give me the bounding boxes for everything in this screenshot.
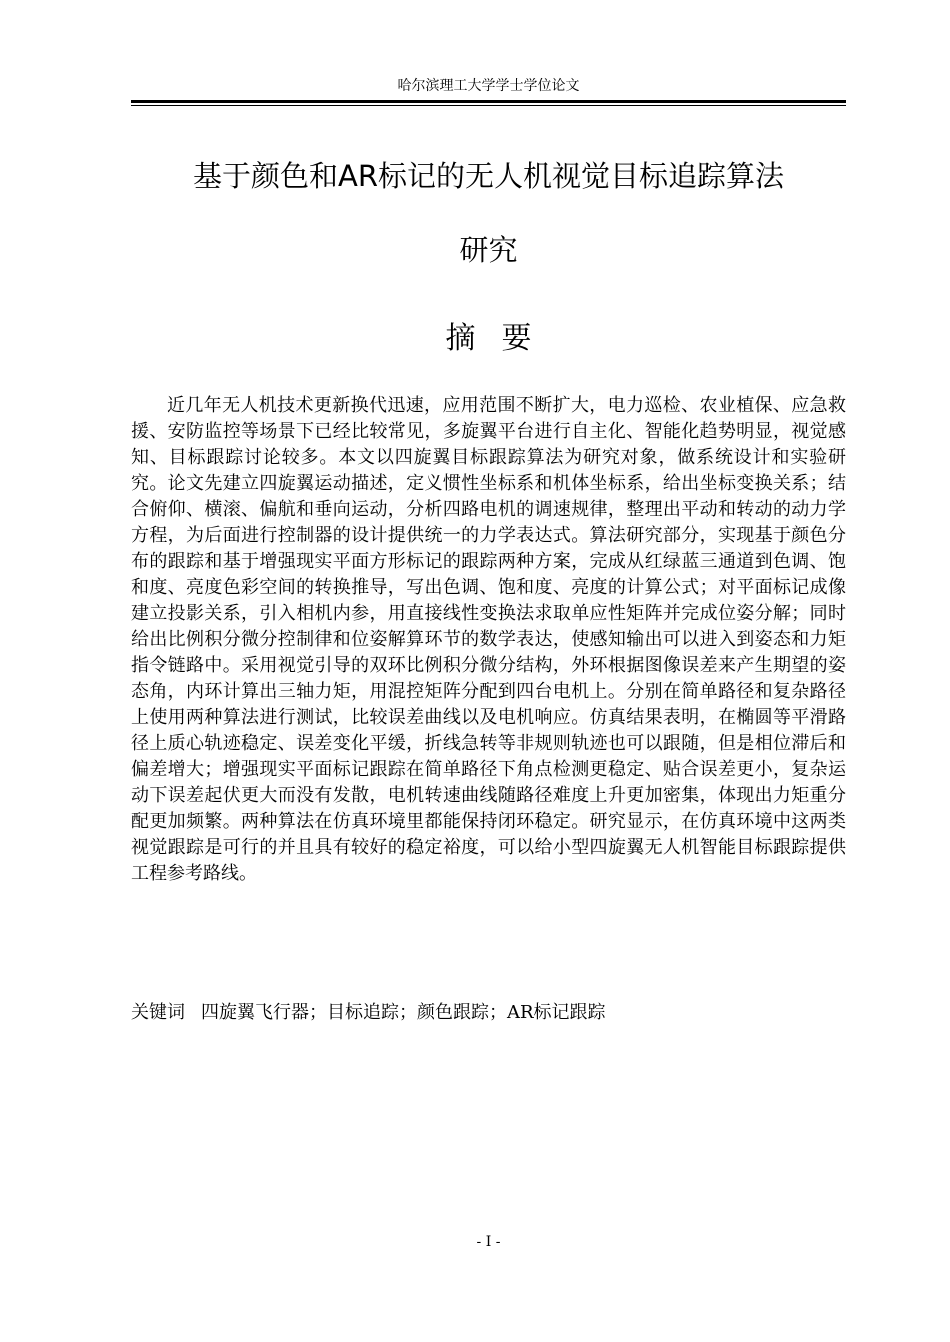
keywords-value: 四旋翼飞行器；目标追踪；颜色跟踪；AR标记跟踪 [201, 1002, 606, 1023]
page-number: - I - [476, 1234, 501, 1250]
thesis-title-line-2: 研究 [459, 233, 518, 267]
abstract-heading: 摘要 [445, 321, 558, 356]
running-header: 哈尔滨理工大学学士学位论文 [397, 78, 580, 94]
header-rule-thick [131, 100, 846, 103]
keywords-line [131, 1000, 846, 1026]
thesis-title-line-1: 基于颜色和AR标记的无人机视觉目标追踪算法 [193, 159, 784, 193]
abstract-body: 近几年无人机技术更新换代迅速，应用范围不断扩大，电力巡检、农业植保、应急救援、安防监控等场景下已经比较常见，多旋翼平台进行自主化、智能化趋势明显，视觉感知、目标跟踪讨论较多。本文以四旋翼目标跟踪算法为研究对象，做系统设计和实验研究。论文先建立四旋翼运动描述，定义惯性坐标系和机体坐标系，给出坐标变换关系；结合俯仰、横滚、偏航和垂向运动，分析四路电机的调速规律，整理出平动和转动的动力学方程，为后面进行控制器的设计提供统一的力学表达式。算法研究部分，实现基于颜色分布的跟踪和基于增强现实平面方形标记的跟踪两种方案，完成从红绿蓝三通道到色调、饱和度、亮度色彩空间的转换推导，写出色调、饱和度、亮度的计算公式；对平面标记成像建立投影关系，引入相机内参，用直接线性变换法求取单应性矩阵并完成位姿分解；同时给出比例积分微分控制律和位姿解算环节的数学表达，使感知输出可以进入到姿态和力矩指令链路中。采用视觉引导的双环比例积分微分结构，外环根据图像误差来产生期望的姿态角，内环计算出三轴力矩，用混控矩阵分配到四台电机上。分别在简单路径和复杂路径上使用两种算法进行测试，比较误差曲线以及电机响应。仿真结果表明，在椭圆等平滑路径上质心轨迹稳定、误差变化平缓，折线急转等非规则轨迹也可以跟随，但是相位滞后和偏差增大；增强现实平面标记跟踪在简单路径下角点检测更稳定、贴合误差更小，复杂运动下误差起伏更大而没有发散，电机转速曲线随路径难度上升更加密集，体现出力矩重分配更加频繁。两种算法在仿真环境里都能保持闭环稳定。研究显示，在仿真环境中这两类视觉跟踪是可行的并且具有较好的稳定裕度，可以给小型四旋翼无人机智能目标跟踪提供工程参考路线。 [131, 395, 846, 884]
header-rule-thin [131, 105, 846, 106]
keywords-label: 关键词 [131, 1002, 185, 1023]
